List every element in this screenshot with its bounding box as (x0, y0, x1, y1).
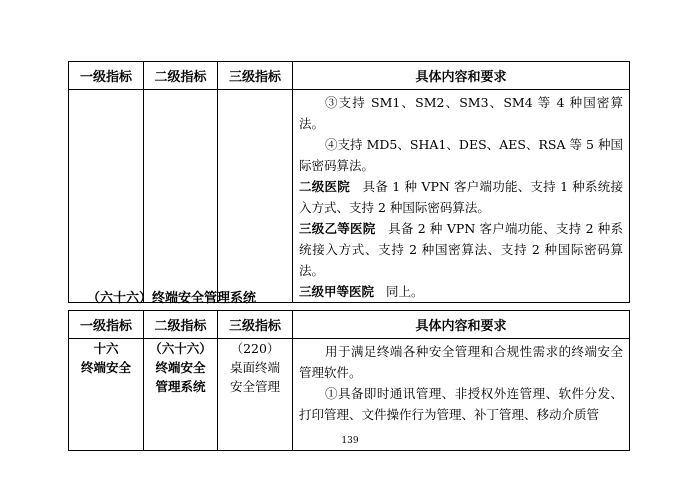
header-level1: 一级指标 (69, 62, 144, 90)
level1-name: 终端安全 (80, 360, 131, 375)
level-label: 二级医院 (299, 179, 350, 194)
header-level3: 三级指标 (218, 311, 293, 339)
level2-name-line2: 管理系统 (155, 379, 206, 394)
table-header-row (69, 311, 630, 339)
requirements-table (68, 310, 630, 451)
header-content: 具体内容和要求 (293, 62, 630, 90)
header-level1: 一级指标 (69, 311, 144, 339)
level-secondary-hospital (299, 176, 623, 218)
page-number: 139 (341, 436, 359, 446)
header-content: 具体内容和要求 (293, 311, 630, 339)
level3-cell (218, 339, 293, 451)
requirements-table-continued (68, 61, 630, 303)
header-level2: 二级指标 (144, 62, 218, 90)
header-level3: 三级指标 (218, 62, 293, 90)
level3-name-line1: 桌面终端 (229, 360, 280, 375)
level-label: 三级甲等医院 (299, 284, 375, 299)
content-paragraph-intro: 用于满足终端各种安全管理和合规性需求的终端安全管理软件。 (299, 344, 623, 380)
table-row (69, 339, 630, 451)
level-text: 同上。 (385, 284, 424, 299)
level3-name-line2: 安全管理 (229, 379, 280, 394)
content-paragraph-item1: ①具备即时通讯管理、非授权外连管理、软件分发、打印管理、文件操作行为管理、补丁管理、移动介质管 (299, 386, 623, 422)
level2-number: （六十六） (149, 341, 212, 356)
table-header-row (69, 62, 630, 90)
level3-cell-empty (218, 90, 293, 303)
level2-name-line1: 终端安全 (155, 360, 206, 375)
level2-cell (144, 339, 218, 451)
level-tertiary-a-hospital (299, 281, 623, 302)
level-label: 三级乙等医院 (299, 221, 376, 236)
level2-cell-empty (144, 90, 218, 303)
item-sm-algorithms: ③支持 SM1、SM2、SM3、SM4 等 4 种国密算法。 (299, 95, 623, 131)
content-cell (293, 90, 630, 303)
level3-number: （220） (230, 341, 280, 356)
level1-number: 十六 (93, 341, 119, 356)
level1-cell (69, 339, 144, 451)
level-tertiary-b-hospital (299, 218, 623, 281)
level1-cell-empty (69, 90, 144, 303)
item-intl-algorithms: ④支持 MD5、SHA1、DES、AES、RSA 等 5 种国际密码算法。 (299, 137, 623, 173)
table-row (69, 90, 630, 303)
header-level2: 二级指标 (144, 311, 218, 339)
section-title: （六十六）终端安全管理系统 (87, 291, 257, 306)
level-text: 具备 2 种 VPN 客户端功能、支持 2 种系统接入方式、支持 2 种国密算法、支持 2 种国际密码算法。 (299, 221, 623, 278)
content-cell (293, 339, 630, 451)
level-text: 具备 1 种 VPN 客户端功能、支持 1 种系统接入方式、支持 2 种国际密码算法。 (299, 179, 623, 215)
